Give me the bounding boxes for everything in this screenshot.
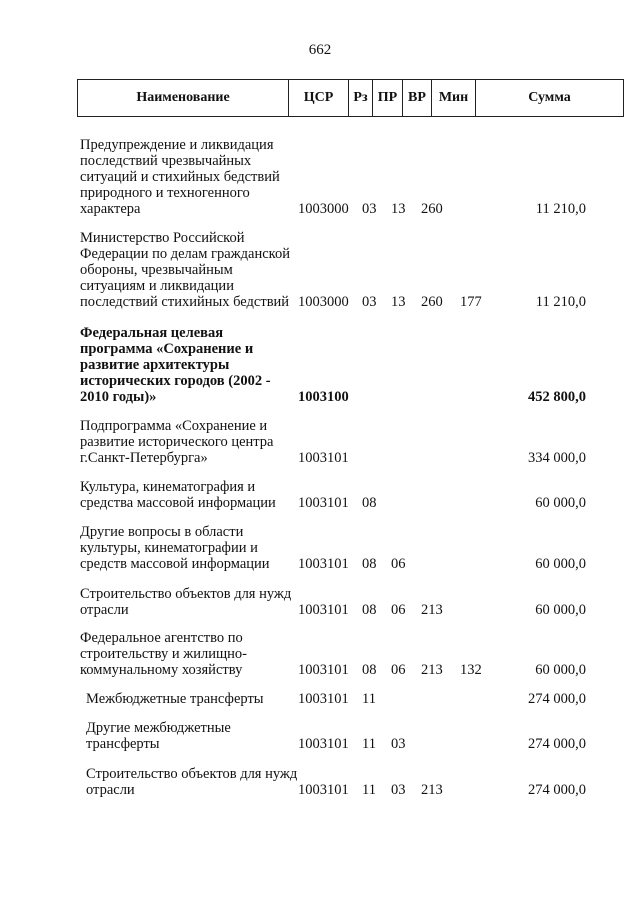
row-name: Федеральная целевая программа «Сохранение и развитие архитектуры исторических городов (2002 - 2010 годы)» (80, 325, 271, 405)
row-rz: 03 (362, 294, 377, 310)
row-pr: 13 (391, 294, 406, 310)
row-name: Федеральное агентство по строительству и жилищно-коммунальному хозяйству (80, 630, 247, 678)
row-csr: 1003000 (298, 201, 349, 217)
row-sum: 334 000,0 (528, 450, 586, 466)
row-sum: 60 000,0 (535, 495, 586, 511)
row-rz: 08 (362, 556, 377, 572)
row-rz: 11 (362, 736, 376, 752)
header-rz: Рз (348, 80, 372, 116)
row-sum: 60 000,0 (535, 556, 586, 572)
row-csr: 1003101 (298, 450, 349, 466)
row-pr: 03 (391, 736, 406, 752)
row-name: Культура, кинематография и средства массовой информации (80, 479, 276, 511)
row-name: Министерство Российской Федерации по делам гражданской обороны, чрезвычайным ситуациям и ликвидации последствий стихийных бедствий (80, 230, 291, 310)
row-sum: 452 800,0 (528, 389, 586, 405)
row-sum: 274 000,0 (528, 782, 586, 798)
row-pr: 06 (391, 662, 406, 678)
row-min: 132 (460, 662, 482, 678)
row-csr: 1003101 (298, 691, 349, 707)
header-sum: Сумма (475, 80, 623, 116)
row-csr: 1003101 (298, 602, 349, 618)
row-name: Межбюджетные трансферты (86, 691, 264, 707)
row-pr: 06 (391, 602, 406, 618)
row-name: Строительство объектов для нужд отрасли (80, 586, 292, 618)
row-sum: 274 000,0 (528, 736, 586, 752)
row-pr: 13 (391, 201, 406, 217)
row-rz: 08 (362, 602, 377, 618)
row-csr: 1003101 (298, 782, 349, 798)
row-vr: 213 (421, 662, 443, 678)
row-vr: 260 (421, 294, 443, 310)
header-csr: ЦСР (288, 80, 348, 116)
row-sum: 60 000,0 (535, 602, 586, 618)
row-csr: 1003101 (298, 556, 349, 572)
row-rz: 03 (362, 201, 377, 217)
row-sum: 60 000,0 (535, 662, 586, 678)
row-rz: 11 (362, 691, 376, 707)
row-vr: 213 (421, 782, 443, 798)
header-vr: ВР (402, 80, 431, 116)
row-name: Строительство объектов для нужд отрасли (86, 766, 298, 798)
header-pr: ПР (372, 80, 402, 116)
row-rz: 11 (362, 782, 376, 798)
page-number: 662 (308, 42, 332, 58)
header-min: Мин (431, 80, 475, 116)
row-name: Другие межбюджетные трансферты (86, 720, 231, 752)
table-header (77, 79, 624, 117)
row-name: Предупреждение и ликвидация последствий чрезвычайных ситуаций и стихийных бедствий природного и техногенного характера (80, 137, 280, 217)
row-csr: 1003101 (298, 495, 349, 511)
row-rz: 08 (362, 662, 377, 678)
row-vr: 260 (421, 201, 443, 217)
row-csr: 1003101 (298, 736, 349, 752)
row-name: Другие вопросы в области культуры, кинематографии и средств массовой информации (80, 524, 270, 572)
row-csr: 1003000 (298, 294, 349, 310)
header-name: Наименование (136, 90, 230, 105)
row-sum: 11 210,0 (535, 201, 586, 217)
row-pr: 03 (391, 782, 406, 798)
row-pr: 06 (391, 556, 406, 572)
row-sum: 274 000,0 (528, 691, 586, 707)
row-sum: 11 210,0 (535, 294, 586, 310)
row-name: Подпрограмма «Сохранение и развитие исторического центра г.Санкт-Петербурга» (80, 418, 274, 466)
row-rz: 08 (362, 495, 377, 511)
row-min: 177 (460, 294, 482, 310)
row-vr: 213 (421, 602, 443, 618)
row-csr: 1003100 (298, 389, 349, 405)
row-csr: 1003101 (298, 662, 349, 678)
